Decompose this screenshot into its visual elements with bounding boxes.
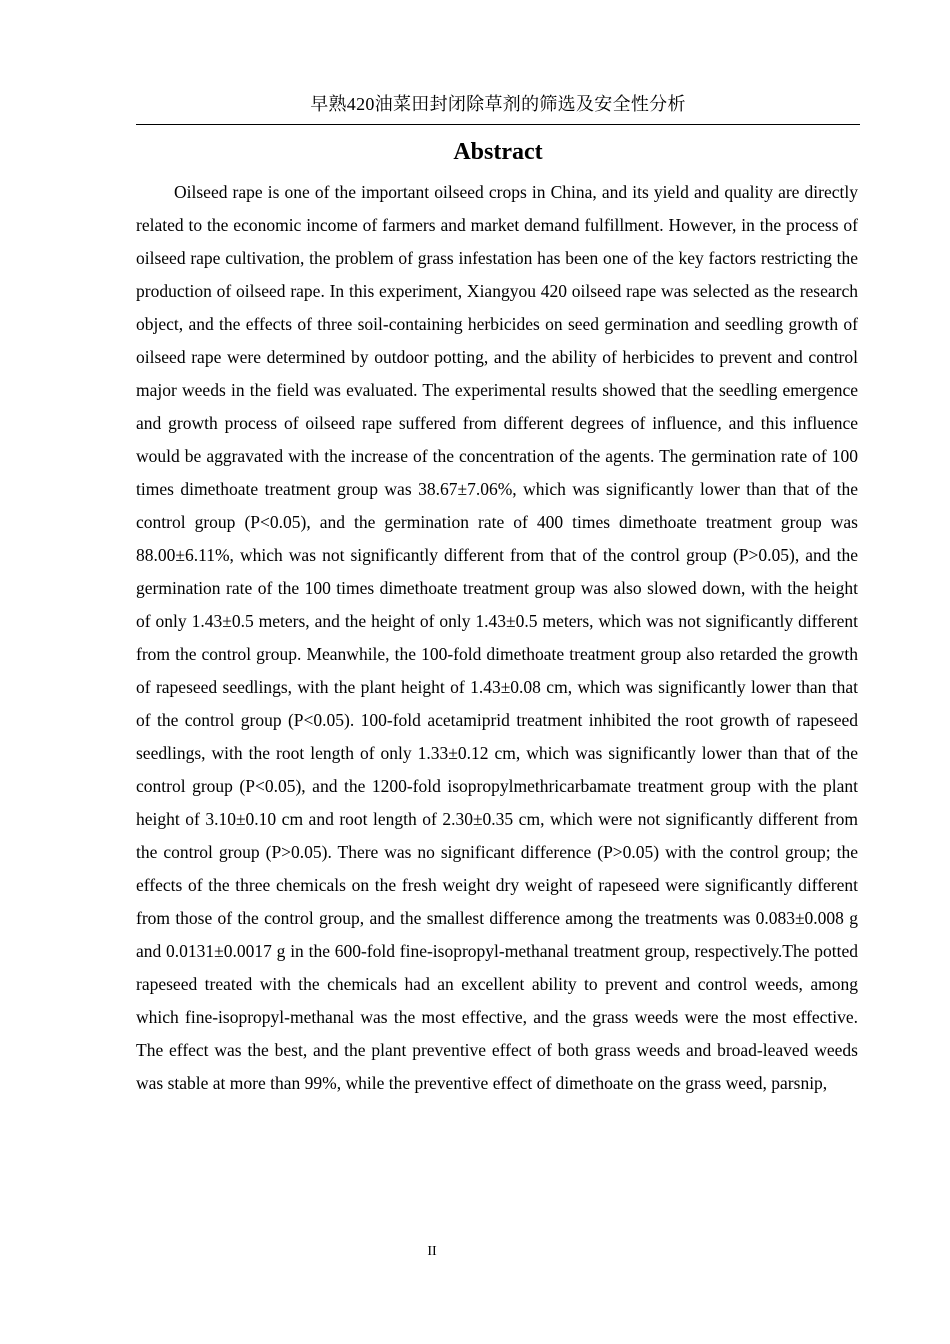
abstract-body-paragraph: Oilseed rape is one of the important oilseed crops in China, and its yield and quality are directly related to the economic income of farmers and market demand fulfillment. However, in the process of oilseed rape cultivation, the problem of grass infestation has been one of the key factors restricting the production of oilseed rape. In this experiment, Xiangyou 420 oilseed rape was selected as the research object, and the effects of three soil-containing herbicides on seed germination and seedling growth of oilseed rape were determined by outdoor potting, and the ability of herbicides to prevent and control major weeds in the field was evaluated. The experimental results showed that the seedling emergence and growth process of oilseed rape suffered from different degrees of influence, and this influence would be aggravated with the increase of the concentration of the agents. The germination rate of 100 times dimethoate treatment group was 38.67±7.06%, which was significantly lower than that of the control group (P<0.05), and the germination rate of 400 times dimethoate treatment group was 88.00±6.11%, which was not significantly different from that of the control group (P>0.05), and the germination rate of the 100 times dimethoate treatment group was also slowed down, with the height of only 1.43±0.5 meters, and the height of only 1.43±0.5 meters, which was not significantly different from the control group. Meanwhile, the 100-fold dimethoate treatment group also retarded the growth of rapeseed seedlings, with the plant height of 1.43±0.08 cm, which was significantly lower than that of the control group (P<0.05). 100-fold acetamiprid treatment inhibited the root growth of rapeseed seedlings, with the root length of only 1.33±0.12 cm, which was significantly lower than that of the control group (P<0.05), and the 1200-fold isopropylmethricarbamate treatment group with the plant height of 3.10±0.10 cm and root length of 2.30±0.35 cm, which were not significantly different from the control group (P>0.05). There was no significant difference (P>0.05) with the control group; the effects of the three chemicals on the fresh weight dry weight of rapeseed were significantly different from those of the control group, and the smallest difference among the treatments was 0.083±0.008 g and 0.0131±0.0017 g in the 600-fold fine-isopropyl-methanal treatment group, respectively.The potted rapeseed treated with the chemicals had an excellent ability to prevent and control weeds, among which fine-isopropyl-methanal was the most effective, and the grass weeds were the most effective. The effect was the best, and the plant preventive effect of both grass weeds and broad-leaved weeds was stable at more than 99%, while the preventive effect of dimethoate on the grass weed, parsnip, xyxy=(136,182,858,1093)
abstract-heading: Abstract xyxy=(453,139,543,165)
running-header-title: 早熟420油菜田封闭除草剂的筛选及安全性分析 xyxy=(310,94,686,114)
page-number: II xyxy=(427,1244,437,1259)
header-rule xyxy=(136,124,860,125)
